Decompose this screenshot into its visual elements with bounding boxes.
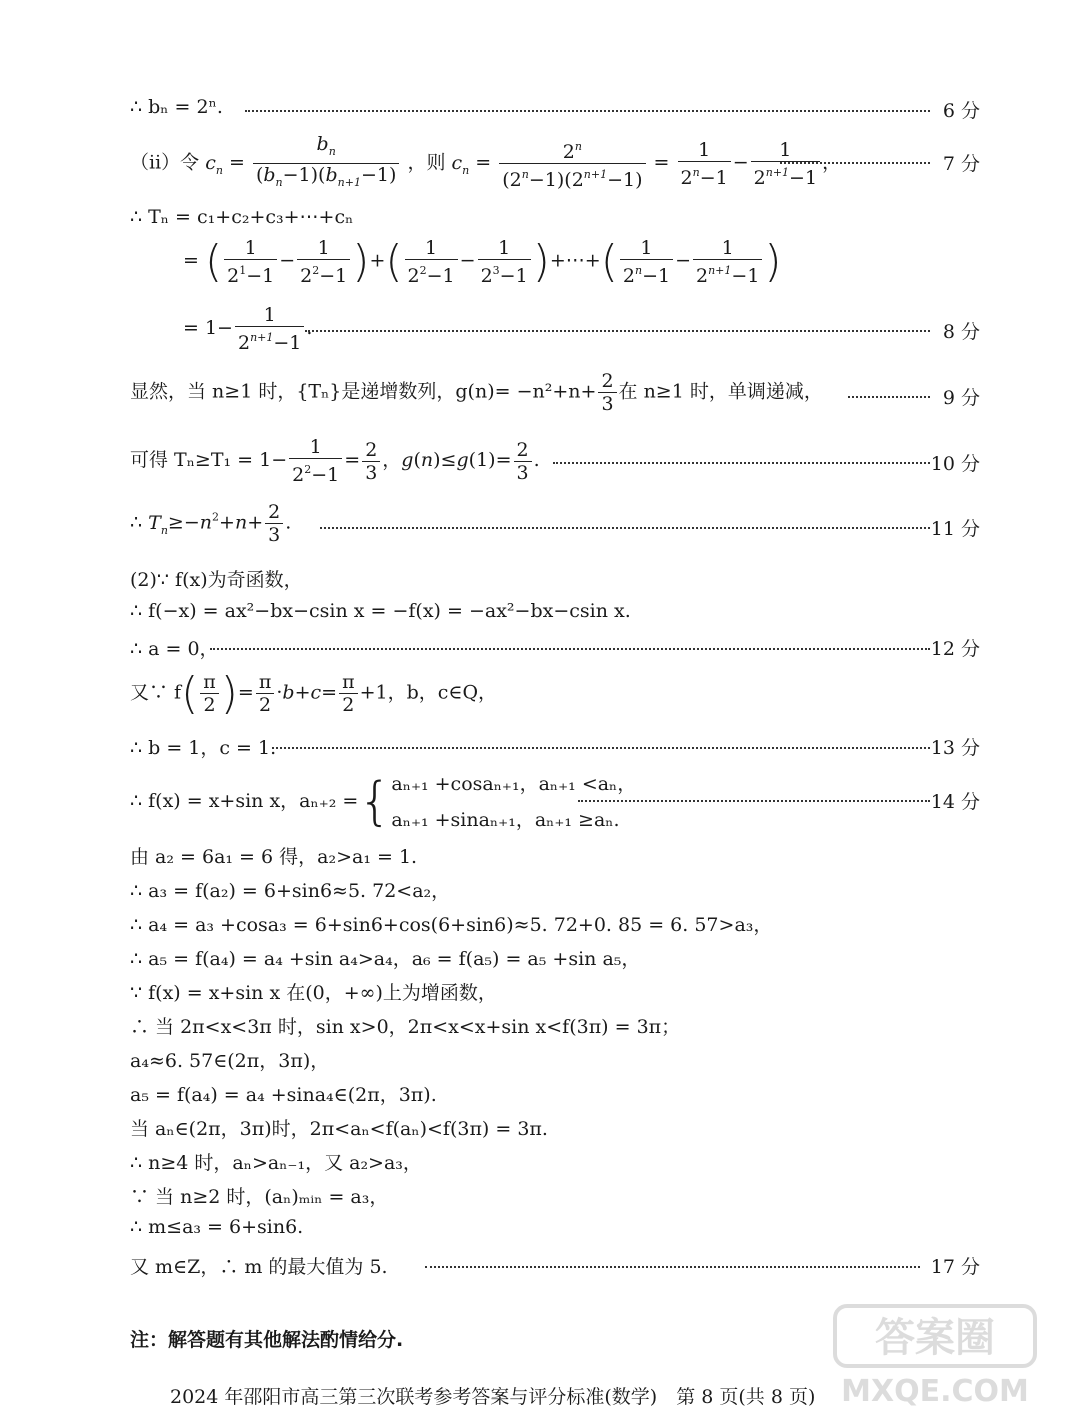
line-a5: ∴ a₅ = f(a₄) = a₄ +sin a₄>a₄，a₆ = f(a₅) = a₅ +sin a₅， [130,948,641,970]
line-tn-sum: ∴ Tₙ = c₁+c₂+c₃+⋯+cₙ [130,206,354,228]
case-1: aₙ₊₁ +cosaₙ₊₁，aₙ₊₁ <aₙ， [391,773,637,795]
score-10: 10 分 [930,453,980,475]
f-pi-tail: +1，b，c∈Q， [359,681,498,704]
line-a4-range: a₄≈6. 57∈(2π，3π)， [130,1050,330,1072]
score-leader [578,800,930,802]
line-a-zero: ∴ a = 0， [130,638,219,660]
score-leader [848,396,930,398]
line-odd-function: (2)∵ f(x)为奇函数， [130,569,303,591]
monotonic-tail: 在 n≥1 时，单调递减， [618,380,823,403]
line-bn: ∴ bₙ = 2ⁿ. [130,96,223,118]
line-m-max: 又 m∈Z，∴ m 的最大值为 5. [130,1256,388,1278]
score-6: 6 分 [942,100,980,122]
line-interval: ∴ 当 2π<x<3π 时，sin x>0，2π<x<x+sin x<f(3π) = 3π； [130,1016,681,1038]
line-monotonic: 显然，当 n≥1 时，{Tₙ}是递增数列，g(n)= −n²+n+ $\frac{2}{3}$ 在 n≥1 时，单调递减， [130,370,823,415]
line-increasing: ∵ f(x) = x+sin x 在(0，+∞)上为增函数， [130,982,497,1004]
tn-bound-text: 可得 Tₙ≥T₁ = 1− [130,449,288,471]
score-leader [210,648,930,650]
cn-prefix: （ⅱ）令 [130,151,200,174]
line-f-pi-half: 又∵ f( $\frac{\pi}{2}$ )= $\frac{\pi}{2}$ ·b+c= $\frac{\pi}{2}$ +1，b，c∈Q， [130,668,498,719]
score-leader [305,330,930,332]
line-n4: ∴ n≥4 时，aₙ>aₙ₋₁，又 a₂>a₃， [130,1152,422,1174]
cn-fraction-3: $\frac{1}{2^n-1}$ [678,139,731,189]
piecewise-prefix: ∴ f(x) = x+sin x，aₙ₊₂ = [130,790,359,812]
page-footer: 2024 年邵阳市高三第三次联考参考答案与评分标准(数学) 第 8 页(共 8 页) [170,1386,816,1408]
score-17: 17 分 [930,1256,980,1278]
score-11: 11 分 [930,518,980,540]
score-7: 7 分 [942,153,980,175]
score-leader [272,747,930,749]
cn-mid: ，则 [407,151,446,174]
line-tn-expansion: = ( $\frac{1}{2^1-1}$ − $\frac{1}{2^2-1}$ )+( $\frac{1}{2^2-1}$ − $\frac{1}{2^3-1}$ )+⋯+( $\frac{1}{2^n-1}$ − $\frac{1}{2^{n+1}-1}$ ) [183,236,782,287]
svg-text:MXQE.COM: MXQE.COM [841,1374,1029,1409]
score-14: 14 分 [930,791,980,813]
score-12: 12 分 [930,638,980,660]
f-pi-prefix: 又∵ f [130,681,182,704]
cn-fraction-2: $\frac{2^n}{(2^n-1)(2^{n+1}-1)}$ [499,136,645,191]
line-b-c: ∴ b = 1，c = 1. [130,737,277,759]
score-leader [553,462,930,464]
line-a4: ∴ a₄ = a₃ +cosa₃ = 6+sin6+cos(6+sin6)≈5. 72+0. 85 = 6. 57>a₃， [130,914,773,936]
line-min: ∵ 当 n≥2 时，(aₙ)ₘᵢₙ = a₃， [130,1186,389,1208]
line-a2: 由 a₂ = 6a₁ = 6 得，a₂>a₁ = 1. [130,846,418,868]
score-leader [245,110,930,112]
score-9: 9 分 [942,387,980,409]
case-2: aₙ₊₁ +sinaₙ₊₁，aₙ₊₁ ≥aₙ. [391,809,620,831]
monotonic-text: 显然，当 n≥1 时，{Tₙ}是递增数列，g(n)= −n²+n+ [130,380,597,403]
line-tn-result: = 1− $\frac{1}{2^{n+1}-1}$ . [183,304,313,354]
cn-fraction: $\frac{b_n}{(b_n-1)(b_{n+1}-1)}$ [253,133,399,194]
score-leader [780,162,930,164]
line-odd-expansion: ∴ f(−x) = ax²−bx−csin x = −f(x) = −ax²−bx−csin x. [130,600,631,622]
score-leader [425,1266,920,1268]
line-cn-def: （ⅱ）令 $c_n$ = $\frac{b_n}{(b_n-1)(b_{n+1}-1)}$ ，则 $c_n$ = $\frac{2^n}{(2^n-1)(2^{n+1}-1)}$ = $\frac{1}{2^n-1}$ − $\frac{1}{2^{n+1}-1}$ ， [130,133,841,194]
line-tn-bound: 可得 Tₙ≥T₁ = 1− $\frac{1}{2^2-1}$ = $\frac{2}{3}$ ，g(n)≤g(1)= $\frac{2}{3}$ . [130,436,540,486]
svg-text:答案圈: 答案圈 [875,1315,995,1361]
line-piecewise: ∴ f(x) = x+sin x，aₙ₊₂ ={aₙ₊₁ +cosaₙ₊₁，aₙ₊₁ <aₙ， aₙ₊₁ +sinaₙ₊₁，aₙ₊₁ ≥aₙ. [130,772,637,832]
watermark-logo [830,1301,1040,1411]
cn-fraction-4: $\frac{1}{2^{n+1}-1}$ [751,139,820,189]
grading-note: 注：解答题有其他解法酌情给分. [130,1329,404,1351]
score-13: 13 分 [930,737,980,759]
line-m-bound: ∴ m≤a₃ = 6+sin6. [130,1216,304,1238]
line-an-range: 当 aₙ∈(2π，3π)时，2π<aₙ<f(aₙ)<f(3π) = 3π. [130,1118,548,1140]
line-a3: ∴ a₃ = f(a₂) = 6+sin6≈5. 72<a₂， [130,880,451,902]
score-8: 8 分 [942,321,980,343]
score-leader [320,527,930,529]
line-a5-range: a₅ = f(a₄) = a₄ +sina₄∈(2π，3π). [130,1084,437,1106]
line-tn-conclusion: ∴ $T_n\ge-n^2+n+$ $\frac{2}{3}$ . [130,501,292,546]
